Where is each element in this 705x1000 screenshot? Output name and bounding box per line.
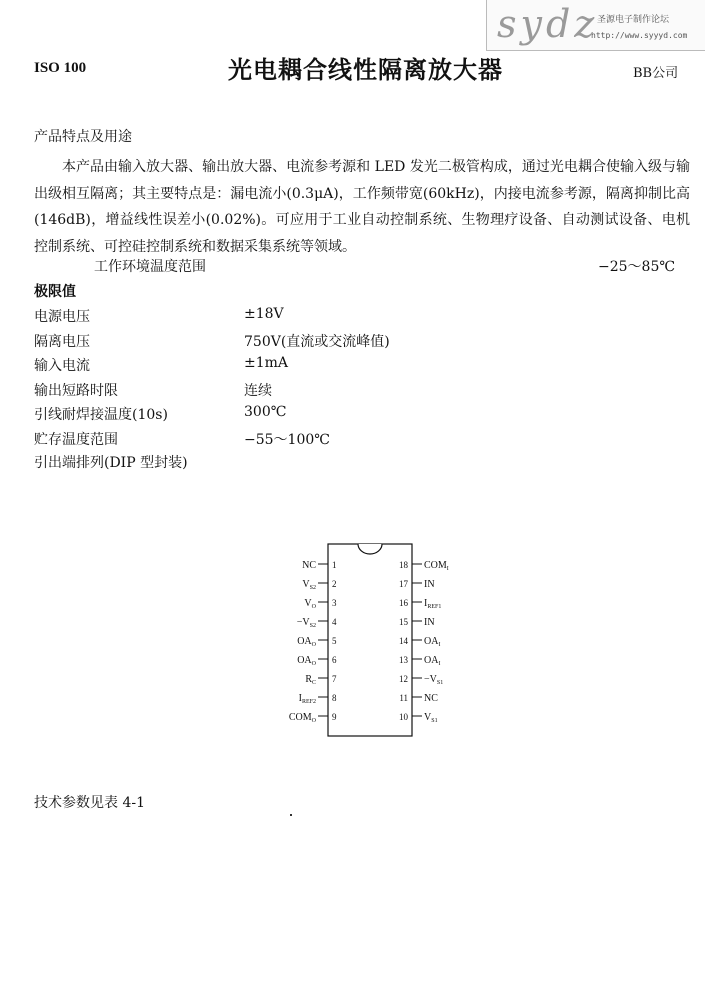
table-reference: 技术参数见表 4-1 [34,795,145,811]
pin-name: $OA_O$ [297,655,316,667]
dip-pin-11 [399,693,438,704]
temp-range-label: 工作环境温度范围 [94,259,206,275]
limit-label: 输入电流 [34,358,90,374]
pin-number: 14 [399,636,408,646]
limit-label: 隔离电压 [34,334,90,350]
pin-name: $OA_I$ [424,636,441,648]
pin-name: $OA_O$ [297,636,316,648]
pin-number: 8 [332,693,337,703]
pin-number: 16 [399,598,408,608]
dip-pin-15 [399,617,435,628]
pin-number: 1 [332,560,337,570]
limit-value: 300℃ [244,404,287,420]
pin-number: 7 [332,674,337,684]
limit-label: 贮存温度范围 [34,432,118,448]
limit-label: 电源电压 [34,309,90,325]
pin-name: IN [424,617,435,628]
pin-name: IN [424,579,435,590]
pin-name: $V_{S2}$ [302,579,316,591]
watermark-site-name: 圣源电子制作论坛 [597,15,670,25]
pin-number: 18 [399,560,408,570]
page-title: 光电耦合线性隔离放大器 [228,56,503,84]
watermark [486,0,705,51]
watermark-url: http://www.syyyd.com [591,31,688,40]
pin-name: $V_{S1}$ [424,712,438,724]
dip-pin-17 [399,579,435,590]
pin-name: $I_{REF1}$ [424,598,442,610]
pin-number: 3 [332,598,337,608]
limit-value: 连续 [244,383,272,399]
pin-number: 6 [332,655,337,665]
pin-name: $-V_{S1}$ [424,674,444,686]
pin-number: 11 [399,693,408,703]
pin-name: $-V_{S2}$ [296,617,316,629]
pin-number: 5 [332,636,337,646]
pin-number: 13 [399,655,408,665]
limit-value: 750V(直流或交流峰值) [244,334,390,350]
pin-number: 10 [399,712,408,722]
pin-name: $V_O$ [304,598,316,610]
pin-name: $COM_O$ [288,712,316,724]
dip-pin-1 [302,560,336,571]
pinout-heading: 引出端排列(DIP 型封装) [34,455,188,471]
limit-label: 输出短路时限 [34,383,118,399]
limit-value: −55～100℃ [244,432,330,448]
pin-name: $I_{REF2}$ [298,693,316,705]
limits-heading: 极限值 [34,284,76,300]
company-name: BB公司 [633,66,679,81]
limit-label: 引线耐焊接温度(10s) [34,407,168,423]
dip-package-diagram [280,540,460,740]
pin-number: 2 [332,579,337,589]
limit-value: ±18V [244,306,284,322]
watermark-logo: sydz [497,2,599,46]
pin-number: 17 [399,579,408,589]
pin-name: $OA_I$ [424,655,441,667]
pin-number: 4 [332,617,337,627]
features-heading: 产品特点及用途 [34,129,132,145]
speck [290,814,292,816]
temp-range-value: −25～85℃ [598,259,676,275]
pin-number: 12 [399,674,408,684]
standard-number: ISO 100 [34,60,87,76]
pin-number: 9 [332,712,337,722]
limit-value: ±1mA [244,355,289,371]
pin-name: $COM_I$ [424,560,449,572]
pin-name: NC [424,693,438,704]
pin-name: NC [302,560,316,571]
pin-number: 15 [399,617,408,627]
pin-name: $R_C$ [305,674,316,686]
features-paragraph: 本产品由输入放大器、输出放大器、电流参考源和 LED 发光二极管构成，通过光电耦合使输入级与输出级相互隔离；其主要特点是：漏电流小(0.3μA)，工作频带宽(60kHz)，内接电流参考源，隔离抑制比高(146dB)，增益线性误差小(0.02%)。可应用于工业自动控制系统、生物理疗设备、自动测试设备、电机控制系统、可控硅控制系统和数据采集系统等领域。 [34,159,690,255]
